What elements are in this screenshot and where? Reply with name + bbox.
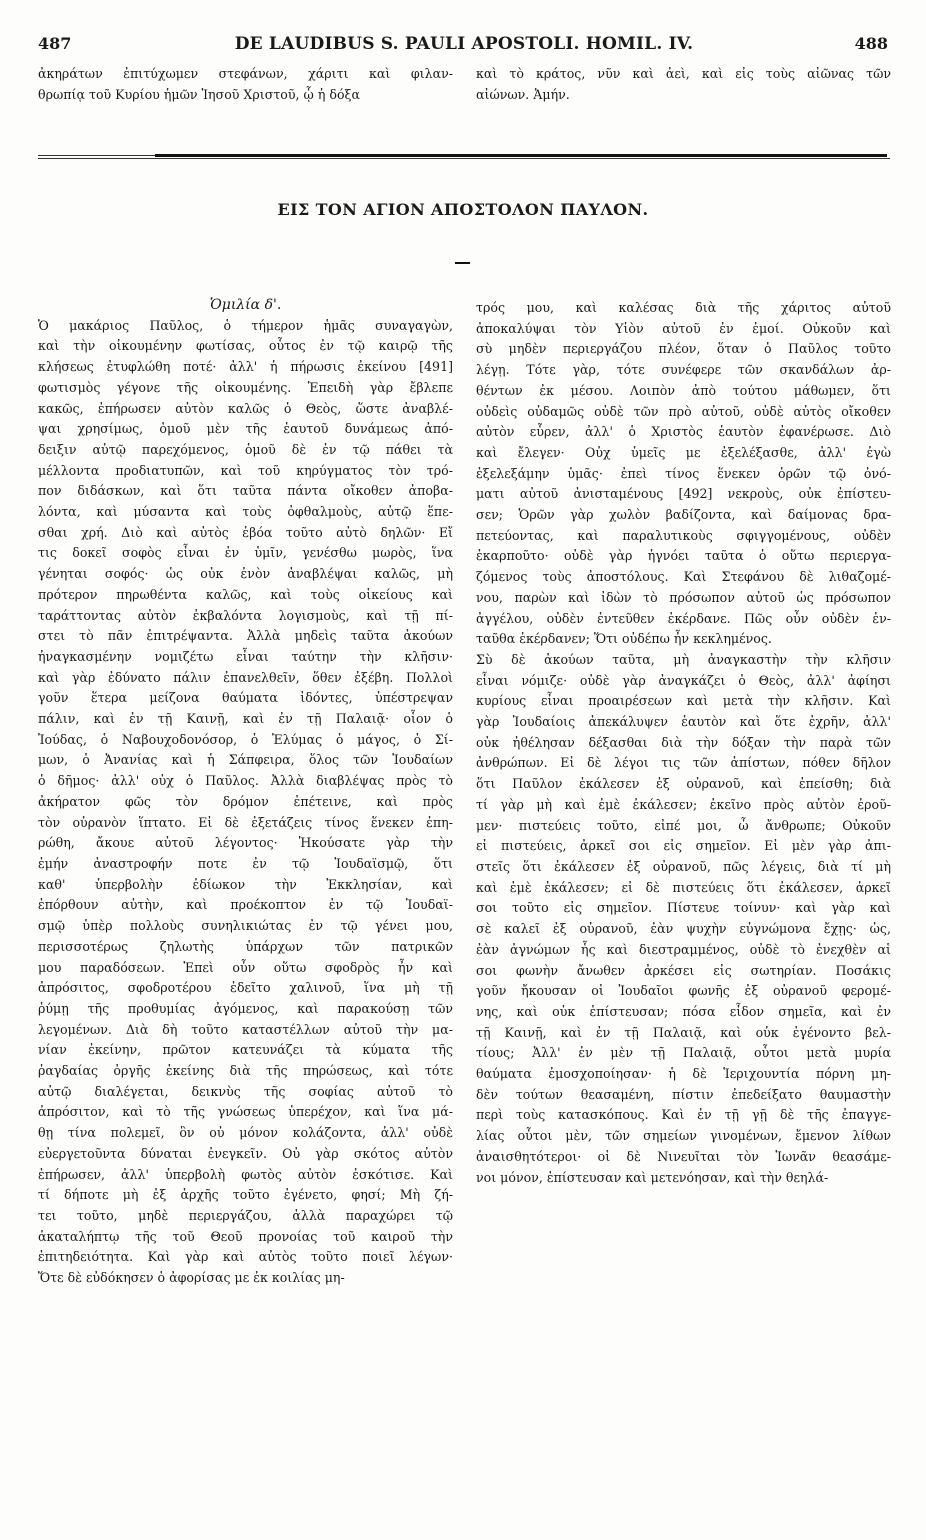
text-line: ἐκαρποῦτο· οὐδὲ γὰρ ἠγνόει ταῦτα ὁ οὕτω περιεργα- xyxy=(476,548,891,564)
text-line: νοι μόνον, ἐπίστευσαν καὶ μετενόησαν, καὶ τὴν θεηλά- xyxy=(476,1169,829,1185)
text-line: καὶ ἐμὲ ἐκάλεσεν; εἰ δὲ πιστεύεις ὅτι ἐκάλεσεν, ἀρκεῖ xyxy=(476,879,891,895)
text-line: ἀπρόσιτος, σφοδροτέρου ἐδεῖτο χαλινοῦ, ἵνα μὴ τῇ xyxy=(38,980,453,996)
text-line: ἐξελεξάμην ὑμᾶς· ἐπεὶ τίνος ἕνεκεν ὁρῶν τῷ ὀνό- xyxy=(476,465,891,481)
text-line: ἀκήρατον φῶς τὸν δρόμον ἐπέτεινε, καὶ πρὸς xyxy=(38,793,453,809)
text-line: ῥύμῃ τῆς προθυμίας ἀγόμενος, καὶ παρακούσῃ τῶν xyxy=(38,1000,453,1016)
text-line: ὅτι Παῦλον ἐκάλεσεν ἐξ οὐρανοῦ, καὶ ἐπείσθη; διὰ xyxy=(476,776,891,792)
text-line: ἀναισθητότεροι· οἱ δὲ Νινευῖται τὸν Ἰωνᾶν θεασάμε- xyxy=(476,1148,891,1164)
running-header xyxy=(38,34,890,60)
left-column xyxy=(38,295,453,1289)
text-line: ἐμήν ἀναστροφήν ποτε ἐν τῷ Ἰουδαϊσμῷ, ὅτι xyxy=(38,855,453,871)
text-line: Ἰούδας, ὁ Ναβουχοδονόσορ, ὁ Ἐλύμας ὁ μάγος, ὁ Σί- xyxy=(38,731,453,747)
text-line: πετεύοντας, καὶ παραλυτικοὺς σφιγγομένους, οὐδὲν xyxy=(476,527,891,543)
text-line: μέλλοντα προδιατυπῶν, καὶ τοῦ κηρύγματος τὸν τρό- xyxy=(38,462,453,478)
text-line: κλήσεως ἐτυφλώθη ποτέ· ἀλλ' ἡ πήρωσις ἐκείνου [491] xyxy=(38,359,453,375)
text-line: σθαι χρή. Διὸ καὶ αὐτὸς ἐβόα τοῦτο αὐτὸ δηλῶν· Εἴ xyxy=(38,524,453,540)
text-line: γὰρ Ἰουδαίοις ἀπεκάλυψεν ἑαυτὸν καὶ ὅτε ἐχρῆν, ἀλλ' xyxy=(476,714,891,730)
text-line: λέγῃ. Τότε γὰρ, τότε συνέφερε τῶν σκανδάλων ἀρ- xyxy=(476,362,891,378)
text-line: γοῦν ἕτερα μείζονα θαύματα ἰδόντες, ὑπέστρεψαν xyxy=(38,690,453,706)
top-right-text xyxy=(476,64,891,105)
text-line: αἰώνων. Ἀμήν. xyxy=(476,86,570,102)
text-line: μου παραδόσεων. Ἐπεὶ οὖν οὕτω σφοδρὸς ἦν καὶ xyxy=(38,959,453,975)
text-line: ἀπρόσιτον, καὶ τὸ τῆς γνώσεως ὑπερέχον, καὶ ἵνα μά- xyxy=(38,1104,453,1120)
text-line: σοι τοῦτο εἰς σημεῖον. Πίστευε τοίνυν· καὶ γὰρ καὶ xyxy=(476,900,891,916)
text-line: περὶ τοὺς κατασκόπους. Καὶ ἐν τῇ γῇ δὲ τῆς ἐπαγγε- xyxy=(476,1107,891,1123)
text-line: μων, ὁ Ἀνανίας καὶ ἡ Σάπφειρα, ὅλος τῶν Ἰουδαίων xyxy=(38,752,453,768)
text-line: οὐκ ἠθέλησαν δέξασθαι διὰ τὴν δόξαν τὴν παρὰ τῶν xyxy=(476,734,891,750)
section-title: ΕΙΣ ΤΟΝ ΑΓΙΟΝ ΑΠΟΣΤΟΛΟΝ ΠΑΥΛΟΝ. xyxy=(277,200,649,219)
text-line: μεν· πιστεύεις τοῦτο, εἰπέ μοι, ὦ ἄνθρωπε; Οὐκοῦν xyxy=(476,817,891,833)
text-line: σὲ καλεῖ ἐξ οὐρανοῦ, ἐὰν ψυχὴν εὐγνώμονα ἔχῃς· ὡς, xyxy=(476,921,891,937)
text-line: τί γὰρ μὴ καὶ ἐμὲ ἐκάλεσεν; ἐκεῖνο πρὸς αὐτὸν ἐροῦ- xyxy=(476,796,891,812)
text-line: νου, παρὼν καὶ ἰδὼν τὸ πρόσωπον αὐτοῦ ὡς πρόσωπον xyxy=(476,589,891,605)
text-line: φωτισμὸς γέγονε τῆς οἰκουμένης. Ἐπειδὴ γὰρ ἔβλεπε xyxy=(38,379,453,395)
text-line: τις δοκεῖ σοφὸς εἶναι ἐν ὑμῖν, γενέσθω μωρὸς, ἵνα xyxy=(38,545,453,561)
text-line: ἀποκαλύψαι τὸν Υἱὸν αὐτοῦ ἐν ἐμοί. Οὐκοῦν καὶ xyxy=(476,320,891,336)
text-line: ἐὰν ἀγνώμων ἧς καὶ διεστραμμένος, οὐδὲ τὸ ἐνεχθὲν αἱ xyxy=(476,941,891,957)
text-line: ματι αὐτοῦ ἀνισταμένους [492] νεκροὺς, οὐκ ἐπίστευ- xyxy=(476,486,891,502)
text-line: ἐπιτηδειότητα. Καὶ γὰρ καὶ αὐτὸς τοῦτο ποιεῖ λέγων· xyxy=(38,1249,453,1265)
text-line: τίους; Ἀλλ' ἐν μὲν τῇ Παλαιᾷ, οὗτοι μετὰ μυρία xyxy=(476,1045,891,1061)
running-title: DE LAUDIBUS S. PAULI APOSTOLI. HOMIL. IV. xyxy=(234,34,694,54)
text-line: ἐπόρθουν αὐτὴν, καὶ προέκοπτον ἐν τῷ Ἰουδαϊ- xyxy=(38,897,453,913)
text-line: εἰ πιστεύεις, ἀρκεῖ σοι εἰς σημεῖον. Εἰ μὲν γὰρ ἀπι- xyxy=(476,838,891,854)
text-line: τί δήποτε μὴ ἐξ ἀρχῆς τοῦτο ἐγένετο, φησί; Μὴ ζή- xyxy=(38,1187,453,1203)
text-line: δὲν τούτων θεασαμένη, πίστιν ἐπεδείξατο θαυμαστὴν xyxy=(476,1086,891,1102)
text-line: γοῦν ἤκουσαν οἱ Ἰουδαῖοι φωνῆς ἐξ οὐρανοῦ φερομέ- xyxy=(476,983,891,999)
text-line: εἶναι νόμιζε· οὐδὲ γὰρ ἀναγκάζει ὁ Θεὸς, ἀλλ' ἀφίησι xyxy=(476,672,891,688)
text-line: ψαι χρησίμως, ὁμοῦ μὲν τῆς ἑαυτοῦ δυνάμεως ἀπό- xyxy=(38,421,453,437)
text-line: ἀκηράτων ἐπιτύχωμεν στεφάνων, χάριτι καὶ φιλαν- xyxy=(38,66,453,81)
right-column xyxy=(476,298,891,1188)
text-line: ἀγγέλου, οὐδὲν ἐντεῦθεν ἐκέρδανε. Πῶς οὖν οὐδὲν ἐν- xyxy=(476,610,891,626)
page-number-left: 487 xyxy=(38,34,72,53)
text-line: τει τοῦτο, μηδὲ περιεργάζου, ἀλλὰ παραχώρει τῷ xyxy=(38,1207,453,1223)
text-line: καὶ τὴν οἰκουμένην φωτίσας, οὗτος ἐν τῷ καιρῷ τῆς xyxy=(38,338,453,354)
text-line: νης, καὶ οὐκ ἐπίστευσαν; πόσα εἶδον σημεῖα, καὶ ἐν xyxy=(476,1003,891,1019)
text-line: ἠναγκασμένην νομιζέτω εἶναι ταύτην τὴν κλῆσιν· xyxy=(38,648,453,664)
top-left-text xyxy=(38,64,453,105)
title-dash xyxy=(455,262,470,264)
text-line: θρωπίᾳ τοῦ Κυρίου ἡμῶν Ἰησοῦ Χριστοῦ, ᾧ ἡ δόξα xyxy=(38,86,360,102)
text-line: εὐεργετοῦντα δύναται ἐνεγκεῖν. Οὐ γὰρ σκότος αὐτὸν xyxy=(38,1145,453,1161)
text-line: σεν; Ὁρῶν γὰρ χωλὸν βαδίζοντα, καὶ δαίμονας δρα- xyxy=(476,507,891,523)
text-line: λόντα, καὶ μύσαντα καὶ τοὺς ὀφθαλμοὺς, αὐτῷ ἕπε- xyxy=(38,504,453,520)
text-line: Σὺ δὲ ἀκούων ταῦτα, μὴ ἀναγκαστὴν τὴν κλῆσιν xyxy=(476,651,891,667)
text-line: ἐπήρωσεν, ἀλλ' ὑπερβολὴ φωτὸς αὐτὸν ἐσκότισε. Καὶ xyxy=(38,1166,453,1182)
text-line: γένηται σοφός· ὡς οὐκ ἐνὸν ἀναβλέψαι καλῶς, μὴ xyxy=(38,566,453,582)
text-line: Ὁ μακάριος Παῦλος, ὁ τήμερον ἡμᾶς συναγαγὼν, xyxy=(38,317,453,333)
text-line: λίας οὗτοι μὲν, τῶν σημείων γινομένων, ἔμενον λίθων xyxy=(476,1128,891,1144)
rule-thick xyxy=(155,154,887,157)
text-line: πον διδάσκων, καὶ ὅτι ταῦτα πάντα οἴκοθεν ἀποβα- xyxy=(38,483,453,499)
text-line: καὶ γὰρ ἐδύνατο πάλιν ἐπανελθεῖν, ὅθεν ἐξέβη. Πολλοὶ xyxy=(38,669,453,685)
text-line: πάλιν, καὶ ἐν τῇ Καινῇ, καὶ ἐν τῇ Παλαιᾷ· οἷον ὁ xyxy=(38,711,453,727)
text-line: ταῦθα ἐκέρδανεν; Ὅτι οὐδέπω ἦν κεκλημένος. xyxy=(476,631,772,647)
text-line: τὸν οὐρανὸν ἵπτατο. Εἰ δὲ ἐξετάζεις τίνος ἕνεκεν ἐπη- xyxy=(38,814,453,830)
homily-heading: Ὁμιλία δ'. xyxy=(209,297,282,313)
rule-thin xyxy=(38,158,890,159)
text-line: ζόμενος τοὺς ἀποστόλους. Καὶ Στεφάνου δὲ λιθαζομέ- xyxy=(476,569,891,585)
text-line: τρός μου, καὶ καλέσας διὰ τῆς χάριτος αὐτοῦ xyxy=(476,300,891,315)
text-line: κυρίους εἶναι προαιρέσεων καὶ μετὰ τὴν κλῆσιν. Καὶ xyxy=(476,693,891,709)
text-line: αὐτῷ διαλέγεται, δεικνὺς τῆς σοφίας αὐτοῦ τὸ xyxy=(38,1083,453,1099)
text-line: ἀνθρώπων. Εἰ δὲ λέγοι τις τῶν ἀπίστων, πόθεν δῆλον xyxy=(476,755,891,771)
text-line: στει τὸ πᾶν ἐπιτρέψαντα. Ἀλλὰ μηδεὶς ταῦτα ἀκούων xyxy=(38,628,453,644)
text-line: σὺ μηδὲν περιεργάζου πλέον, ὅταν ὁ Παῦλος τοῦτο xyxy=(476,341,891,357)
text-line: Ὅτε δὲ εὐδόκησεν ὁ ἀφορίσας με ἐκ κοιλίας μη- xyxy=(38,1270,345,1286)
text-line: κακῶς, ἐπήρωσεν αὐτὸν καλῶς ὁ Θεὸς, ὥστε ἀναβλέ- xyxy=(38,400,453,416)
text-line: οὐδεὶς οὐδαμῶς οὐδὲ τῶν πρὸ αὐτοῦ, οὐδὲ αὐτὸς οἴκοθεν xyxy=(476,403,891,419)
text-line: πρότερον πηρωθέντα καλῶς, καὶ τοὺς οἰκείους καὶ xyxy=(38,586,453,602)
rule-left xyxy=(38,155,158,156)
text-line: στεῖς ὅτι ἐκάλεσεν ἐξ οὐρανοῦ, πῶς λέγεις, διὰ τί μὴ xyxy=(476,858,891,874)
text-line: νίαν ἐκείνην, πρῶτον κατευνάζει τὰ κύματα τῆς xyxy=(38,1042,453,1058)
text-line: καθ' ὑπερβολὴν ἐδίωκον τὴν Ἐκκλησίαν, καὶ xyxy=(38,876,453,892)
text-line: ταράττοντας αὐτὸν ἐκβαλόντα λογισμοὺς, καὶ τῇ πί- xyxy=(38,607,453,623)
text-line: περισσοτέρως ζηλωτὴς ὑπάρχων τῶν πατρικῶν xyxy=(38,938,453,954)
text-line: καὶ ἔλεγεν· Οὐχ ὑμεῖς με ἐξελέξασθε, ἀλλ' ἐγὼ xyxy=(476,444,891,460)
text-line: τῇ Καινῇ, καὶ ἐν τῇ Παλαιᾷ, καὶ οὐκ ἐγένοντο βελ- xyxy=(476,1024,891,1040)
text-line: σοι φωνὴν ἄνωθεν ἀρκέσει εἰς σωτηρίαν. Ποσάκις xyxy=(476,962,891,978)
text-line: καὶ τὸ κράτος, νῦν καὶ ἀεὶ, καὶ εἰς τοὺς αἰῶνας τῶν xyxy=(476,66,891,81)
text-line: ῥαγδαίας ὀργῆς ἐκείνης διὰ τῆς πηρώσεως, καὶ τότε xyxy=(38,1063,453,1079)
text-line: ρώθη, ἄκουε αὐτοῦ λέγοντος· Ἠκούσατε γὰρ τὴν xyxy=(38,835,453,851)
text-line: σμῷ ὑπὲρ πολλοὺς συνηλικιώτας ἐν τῷ γένει μου, xyxy=(38,918,453,934)
text-line: ὁ δῆμος· ἀλλ' οὐχ ὁ Παῦλος. Ἀλλὰ διαβλέψας πρὸς τὸ xyxy=(38,773,453,789)
text-line: θῃ τίνα πολεμεῖ, ὃν οὐ μόνον κολάζοντα, ἀλλ' οὐδὲ xyxy=(38,1125,453,1141)
text-line: λεγομένων. Διὰ δὴ τοῦτο καταστέλλων αὐτοῦ τὴν μα- xyxy=(38,1021,453,1037)
left-column-body xyxy=(38,316,453,1289)
text-line: δειξιν αὐτῷ παρεχόμενος, ὁμοῦ δὲ ἐν τῷ πάθει τὰ xyxy=(38,441,453,457)
text-line: θαύματα ἐμοσχοποίησαν· ἡ δὲ Ἱεριχουντία πόρνη μη- xyxy=(476,1066,891,1082)
page-number-right: 488 xyxy=(854,34,888,53)
text-line: θέντων ἐκ μέσου. Λοιπὸν ἀπὸ τούτου μάθωμεν, ὅτι xyxy=(476,382,891,398)
text-line: ἀκαταλήπτῳ τῆς τοῦ Θεοῦ προνοίας τοῦ καιροῦ τὴν xyxy=(38,1228,453,1244)
text-line: αὐτὸν εὗρεν, ἀλλ' ὁ Χριστὸς ἑαυτὸν ἐφανέρωσε. Διὸ xyxy=(476,424,891,440)
